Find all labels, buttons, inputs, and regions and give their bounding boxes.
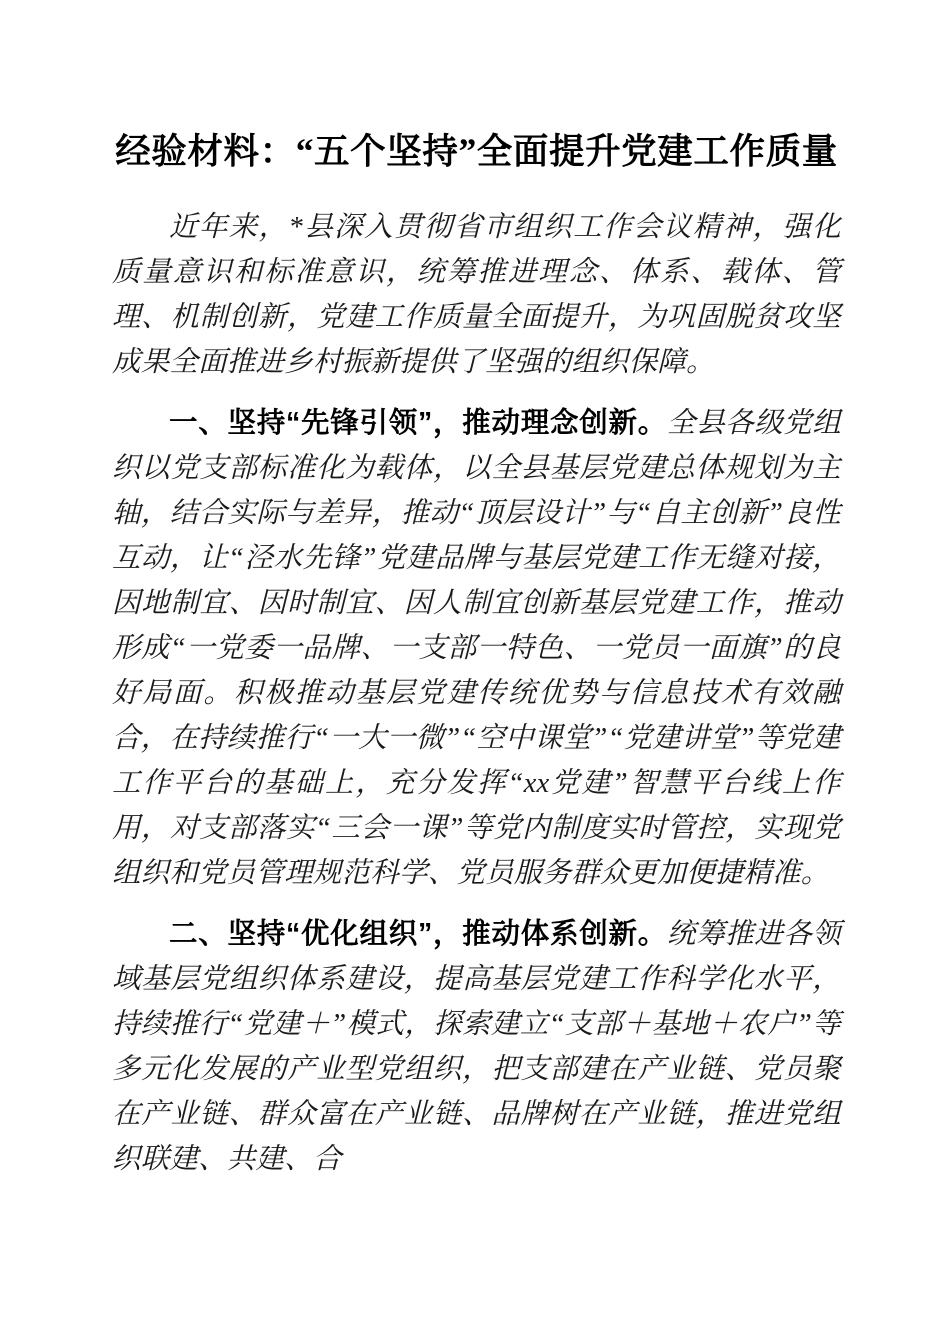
page-title: 经验材料：“五个坚持”全面提升党建工作质量 (115, 131, 838, 171)
section-body-two: 统筹推进各领域基层党组织体系建设，提高基层党建工作科学化水平，持续推行“党建＋”模式，探索建立“支部＋基地＋农户”等多元化发展的产业型党组织，把支部建在产业链、党员聚在产业链、群众富在产业链、品牌树在产业链，推进党组织联建、共建、合 (112, 919, 842, 1175)
section-heading-two: 二、坚持“优化组织”，推动体系创新。 (169, 918, 668, 950)
paragraph-intro: 近年来，*县深入贯彻省市组织工作会议精神，强化质量意识和标准意识，统筹推进理念、体系、载体、管理、机制创新，党建工作质量全面提升，为巩固脱贫攻坚成果全面推进乡村振新提供了坚强的组织保障。 (112, 212, 841, 378)
section-heading-one: 一、坚持“先锋引领”，推动理念创新。 (169, 407, 668, 439)
paragraph-section-one (112, 401, 841, 896)
paragraph-section-two (112, 912, 841, 1182)
section-body-one: 全县各级党组织以党支部标准化为载体，以全县基层党建总体规划为主轴，结合实际与差异，推动“顶层设计”与“自主创新”良性互动，让“泾水先锋”党建品牌与基层党建工作无缝对接，因地制宜、因时制宜、因人制宜创新基层党建工作，推动形成“一党委一品牌、一支部一特色、一党员一面旗”的良好局面。积极推动基层党建传统优势与信息技术有效融合，在持续推行“一大一微”“空中课堂”“党建讲堂”等党建工作平台的基础上，充分发挥“xx党建”智慧平台线上作用，对支部落实“三会一课”等党内制度实时管控，实现党组织和党员管理规范科学、党员服务群众更加便捷精准。 (112, 408, 842, 889)
document-content (112, 128, 841, 1182)
